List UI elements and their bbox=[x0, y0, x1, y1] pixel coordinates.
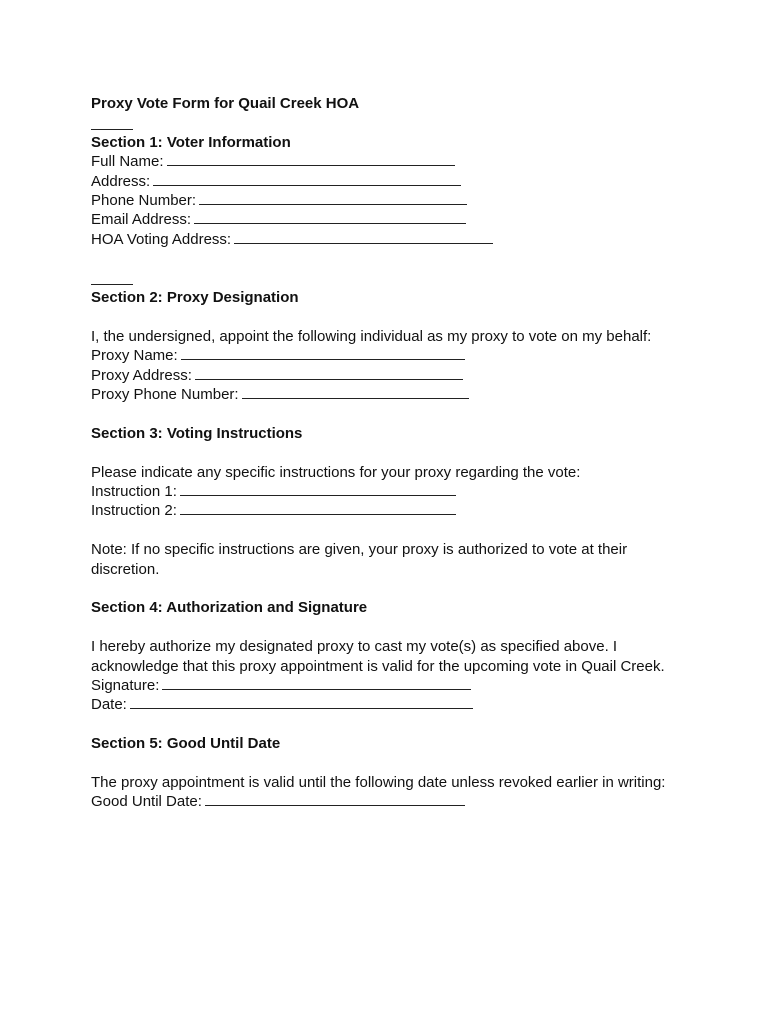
hoa-voting-address-field[interactable] bbox=[91, 230, 691, 249]
full-name-blank[interactable] bbox=[167, 153, 455, 166]
good-until-date-label: Good Until Date: bbox=[91, 793, 202, 811]
instructions-note: Note: If no specific instructions are given, your proxy is authorized to vote at their discretion. bbox=[91, 541, 628, 578]
proxy-name-field[interactable] bbox=[91, 346, 691, 365]
proxy-phone-label: Proxy Phone Number: bbox=[91, 386, 239, 404]
instruction-2-label: Instruction 2: bbox=[91, 502, 177, 520]
proxy-name-label: Proxy Name: bbox=[91, 347, 178, 365]
proxy-phone-blank[interactable] bbox=[242, 386, 469, 399]
address-label: Address: bbox=[91, 172, 151, 190]
email-address-label: Email Address: bbox=[91, 211, 192, 229]
signature-field[interactable] bbox=[91, 676, 691, 695]
email-address-blank[interactable] bbox=[194, 211, 466, 224]
proxy-address-label: Proxy Address: bbox=[91, 366, 192, 384]
authorization-statement: I hereby authorize my designated proxy to cast my vote(s) as specified above. I acknowledge that this proxy appointment is valid for the upcoming vote in Quail Creek. bbox=[91, 638, 665, 675]
instruction-2-field[interactable] bbox=[91, 501, 691, 520]
date-label: Date: bbox=[91, 696, 127, 714]
full-name-label: Full Name: bbox=[91, 153, 164, 171]
spacer bbox=[91, 443, 691, 462]
date-blank[interactable] bbox=[130, 696, 473, 709]
proxy-phone-field[interactable] bbox=[91, 385, 691, 404]
spacer bbox=[91, 307, 691, 326]
proxy-name-blank[interactable] bbox=[181, 347, 465, 360]
section-divider bbox=[91, 269, 133, 288]
proxy-address-field[interactable] bbox=[91, 366, 691, 385]
hoa-voting-address-blank[interactable] bbox=[234, 231, 493, 244]
title-divider bbox=[91, 113, 133, 132]
spacer bbox=[91, 404, 691, 423]
section-3-heading: Section 3: Voting Instructions bbox=[91, 424, 303, 442]
instruction-1-field[interactable] bbox=[91, 482, 691, 501]
voting-instructions-text: Please indicate any specific instructions for your proxy regarding the vote: bbox=[91, 463, 581, 481]
spacer bbox=[91, 715, 691, 734]
proxy-vote-form bbox=[91, 94, 691, 812]
phone-number-label: Phone Number: bbox=[91, 192, 197, 210]
good-until-statement: The proxy appointment is valid until the following date unless revoked earlier in writing: bbox=[91, 774, 666, 792]
section-5-heading: Section 5: Good Until Date bbox=[91, 735, 281, 753]
signature-label: Signature: bbox=[91, 677, 160, 695]
email-address-field[interactable] bbox=[91, 210, 691, 229]
spacer bbox=[91, 754, 691, 773]
hoa-voting-address-label: HOA Voting Address: bbox=[91, 230, 232, 248]
section-4-heading: Section 4: Authorization and Signature bbox=[91, 599, 368, 617]
spacer bbox=[91, 521, 691, 540]
proxy-designation-text: I, the undersigned, appoint the following individual as my proxy to vote on my behalf: bbox=[91, 327, 652, 345]
spacer bbox=[91, 618, 691, 637]
instruction-1-blank[interactable] bbox=[180, 483, 456, 496]
date-field[interactable] bbox=[91, 695, 691, 714]
form-title: Proxy Vote Form for Quail Creek HOA bbox=[91, 95, 360, 112]
proxy-address-blank[interactable] bbox=[195, 367, 463, 380]
signature-blank[interactable] bbox=[162, 677, 471, 690]
good-until-date-blank[interactable] bbox=[205, 793, 465, 806]
section-1-heading: Section 1: Voter Information bbox=[91, 133, 291, 151]
instruction-2-blank[interactable] bbox=[180, 502, 456, 515]
full-name-field[interactable] bbox=[91, 152, 691, 171]
good-until-date-field[interactable] bbox=[91, 792, 691, 811]
phone-number-field[interactable] bbox=[91, 191, 691, 210]
instruction-1-label: Instruction 1: bbox=[91, 483, 177, 501]
spacer bbox=[91, 579, 691, 598]
section-2-heading: Section 2: Proxy Designation bbox=[91, 289, 299, 307]
phone-number-blank[interactable] bbox=[199, 192, 467, 205]
spacer bbox=[91, 249, 691, 268]
address-field[interactable] bbox=[91, 172, 691, 191]
address-blank[interactable] bbox=[153, 173, 461, 186]
